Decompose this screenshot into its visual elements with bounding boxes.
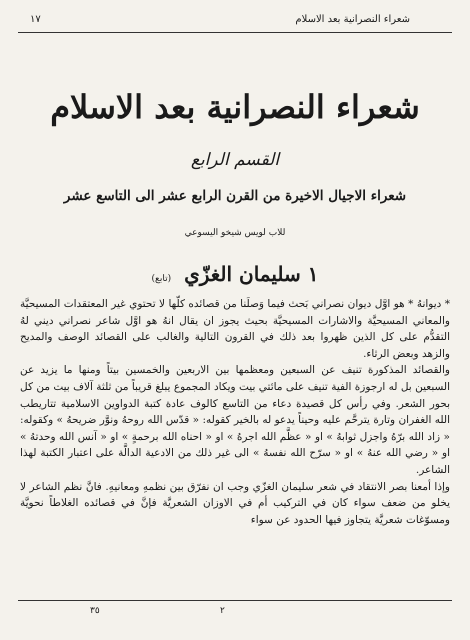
page-footer [30,604,440,624]
paragraph-diwan: * ديوانهُ * هو اوَّل ديوان نصراني بَحث فيما وَصلَنا من قصائده كلّها لا تحتوي غير المعتقدات المسيحيَّة والمعاني المسيحيَّة والاشارات المسيحيَّة بحيث يجوز ان يقال انهُ هو اوَّل شاعر نصراني ديني لهُ التقدُّم على كل الذين ظهروا بعد ذلك في القرون التالية والغالب على القصائد الوصف والمديح والزهد وبعض الرثاء. [20,298,450,360]
poet-name: ١ سليمان الغزّي [184,262,319,286]
section-heading: القسم الرابع [190,150,280,170]
page-header [30,12,440,32]
paragraph-critique: وإذا أمعنا بصر الانتقاد في شعر سليمان الغزّي وجب ان نفرّق بين نظمهِ ومعانيهِ. فانَّ نظم الشاعر لا يخلو من ضعف سواء كان في التركيب أم في الاوزان الشعريَّة فإنَّ في قصائده الغلاطاً نحويَّة ومسوّغات شعريَّة يتجاوز فيها الحدود عن سواء [20,480,450,526]
page-title: شعراء النصرانية بعد الاسلام [50,88,420,126]
footer-rule [18,600,452,601]
running-title: شعراء النصرانية بعد الاسلام [295,14,410,25]
signature-mark: ٢ [220,606,225,616]
continued-note: (تابع) [151,274,172,284]
body-text [20,296,450,528]
page-number: ١٧ [30,14,41,25]
author-line: للاب لويس شيخو اليسوعي [184,228,286,238]
poet-heading [30,262,440,286]
signature-number: ٣٥ [90,606,100,616]
paragraph-qasaid: والقصائد المذكورة تنيف عن السبعين ومعظمها بين الاربعين والخمسين بيتاً ومنها ما يزيد عن السبعين بل له ارجوزة الفية تنيف على مائتي بيت ويكاد المجموع يبلغ قريباً من ثلثة آلاف بيت من كل بحور الشعر. وفي رأس كل قصيدة دعاء من التاسع كالوف عادة كتبة الدواوين الاسلامية تتاريطب الله الغفران وتارة يترحَّم عليه وحيناً يدعو له بالخير كقوله: « قدّس الله روحهُ ونوَّر ضريحهُ » وكقوله: « زاد الله برّهُ واجزل ثوابهُ » او « عظَّم الله اجرهُ » او « احناه الله برحمةٍ » او « آنس الله وحدتهُ » او « رضي الله عنهُ » او « سرّح الله نفسهُ » الى غير ذلك من الادعية الدالَّة على اعتبار الكتبة لهذا الشاعر. [20,364,450,476]
header-rule [18,32,452,33]
subtitle: شعراء الاجيال الاخيرة من القرن الرابع عشر الى التاسع عشر [63,188,407,204]
